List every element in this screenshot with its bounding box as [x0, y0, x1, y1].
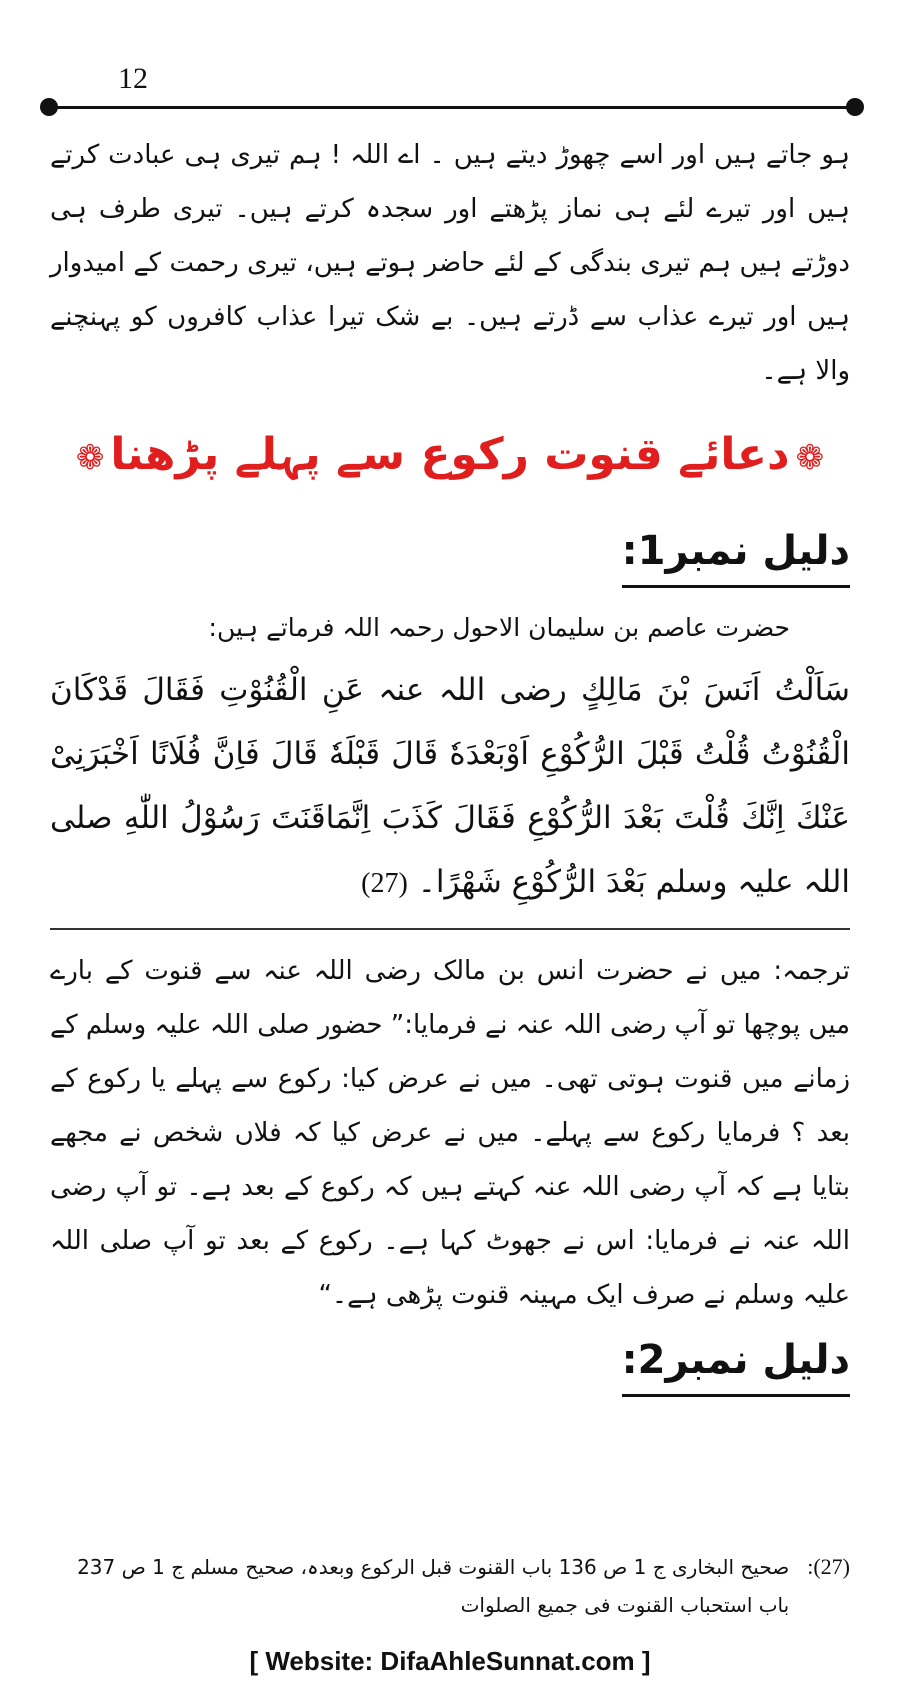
reference-marker: (27) — [361, 868, 408, 899]
opening-paragraph: ہو جاتے ہیں اور اسے چھوڑ دیتے ہیں ۔ اے اللہ ! ہم تیری ہی عبادت کرتے ہیں اور تیرے لئے ہی نماز پڑھتے اور سجدہ کرتے ہیں۔ تیری طرف ہی دوڑتے ہیں ہم تیری بندگی کے لئے حاضر ہوتے ہیں، تیری رحمت کے امیدوار ہیں اور تیرے عذاب سے ڈرتے ہیں۔ بے شک تیرا عذاب کافروں کو پہنچنے والا ہے۔ — [50, 140, 850, 386]
footnote-number: (27): — [807, 1554, 850, 1579]
page-content — [50, 128, 850, 1407]
evidence-1-intro: حضرت عاصم بن سلیمان الاحول رحمہ اللہ فرماتے ہیں: — [208, 613, 790, 642]
ornament-left-icon: ❁ — [75, 438, 105, 478]
top-rule — [48, 106, 854, 109]
ornament-right-icon: ❁ — [795, 438, 825, 478]
footnote-text: صحیح البخاری ج 1 ص 136 باب القنوت قبل الرکوع وبعدہ، صحیح مسلم ج 1 ص 237 باب استحباب القنوت فی جمیع الصلوات — [77, 1555, 790, 1617]
rule-right-dot — [846, 98, 864, 116]
section-title-text: دعائے قنوت رکوع سے پہلے پڑھنا — [110, 429, 790, 480]
evidence-2-heading: دلیل نمبر2: — [622, 1328, 850, 1397]
arabic-text: سَاَلْتُ اَنَسَ بْنَ مَالِكٍ رضی اللہ عنہ عَنِ الْقُنُوْتِ فَقَالَ قَدْكَانَ الْقُنُوْتُ قُلْتُ قَبْلَ الرُّكُوْعِ اَوْبَعْدَهٗ قَالَ قَبْلَهٗ قَالَ فَاِنَّ فُلَانًا اَخْبَرَنِیْ عَنْكَ اِنَّكَ قُلْتَ بَعْدَ الرُّكُوْعِ فَقَالَ كَذَبَ اِنَّمَاقَنَتَ رَسُوْلُ اللّٰهِ صلی اللہ علیہ وسلم بَعْدَ الرُّكُوْعِ شَهْرًا۔ — [50, 672, 850, 900]
evidence-2 — [50, 1322, 850, 1407]
evidence-1-heading: دلیل نمبر1: — [622, 519, 850, 588]
website-footer: [ Website: DifaAhleSunnat.com ] — [249, 1646, 651, 1676]
evidence-1-translation: ترجمہ: میں نے حضرت انس بن مالک رضی اللہ عنہ سے قنوت کے بارے میں پوچھا تو آپ رضی اللہ عنہ نے فرمایا:” حضور صلی اللہ علیہ وسلم کے زمانے میں قنوت ہوتی تھی۔ میں نے عرض کیا: رکوع سے پہلے یا رکوع کے بعد ؟ فرمایا رکوع سے پہلے۔ میں نے عرض کیا کہ فلاں شخص نے مجھے بتایا ہے کہ آپ رضی اللہ عنہ کہتے ہیں کہ رکوع کے بعد ہے۔ تو آپ رضی اللہ عنہ نے فرمایا: اس نے جھوٹ کہا ہے۔ رکوع کے بعد تو آپ صلی اللہ علیہ وسلم نے صرف ایک مہینہ قنوت پڑھی ہے۔“ — [50, 956, 850, 1310]
page-number: 12 — [118, 62, 148, 95]
divider — [50, 928, 850, 930]
section-title — [50, 420, 850, 493]
evidence-1-arabic — [50, 658, 850, 916]
footnote — [50, 1548, 850, 1624]
evidence-1 — [50, 513, 850, 1322]
